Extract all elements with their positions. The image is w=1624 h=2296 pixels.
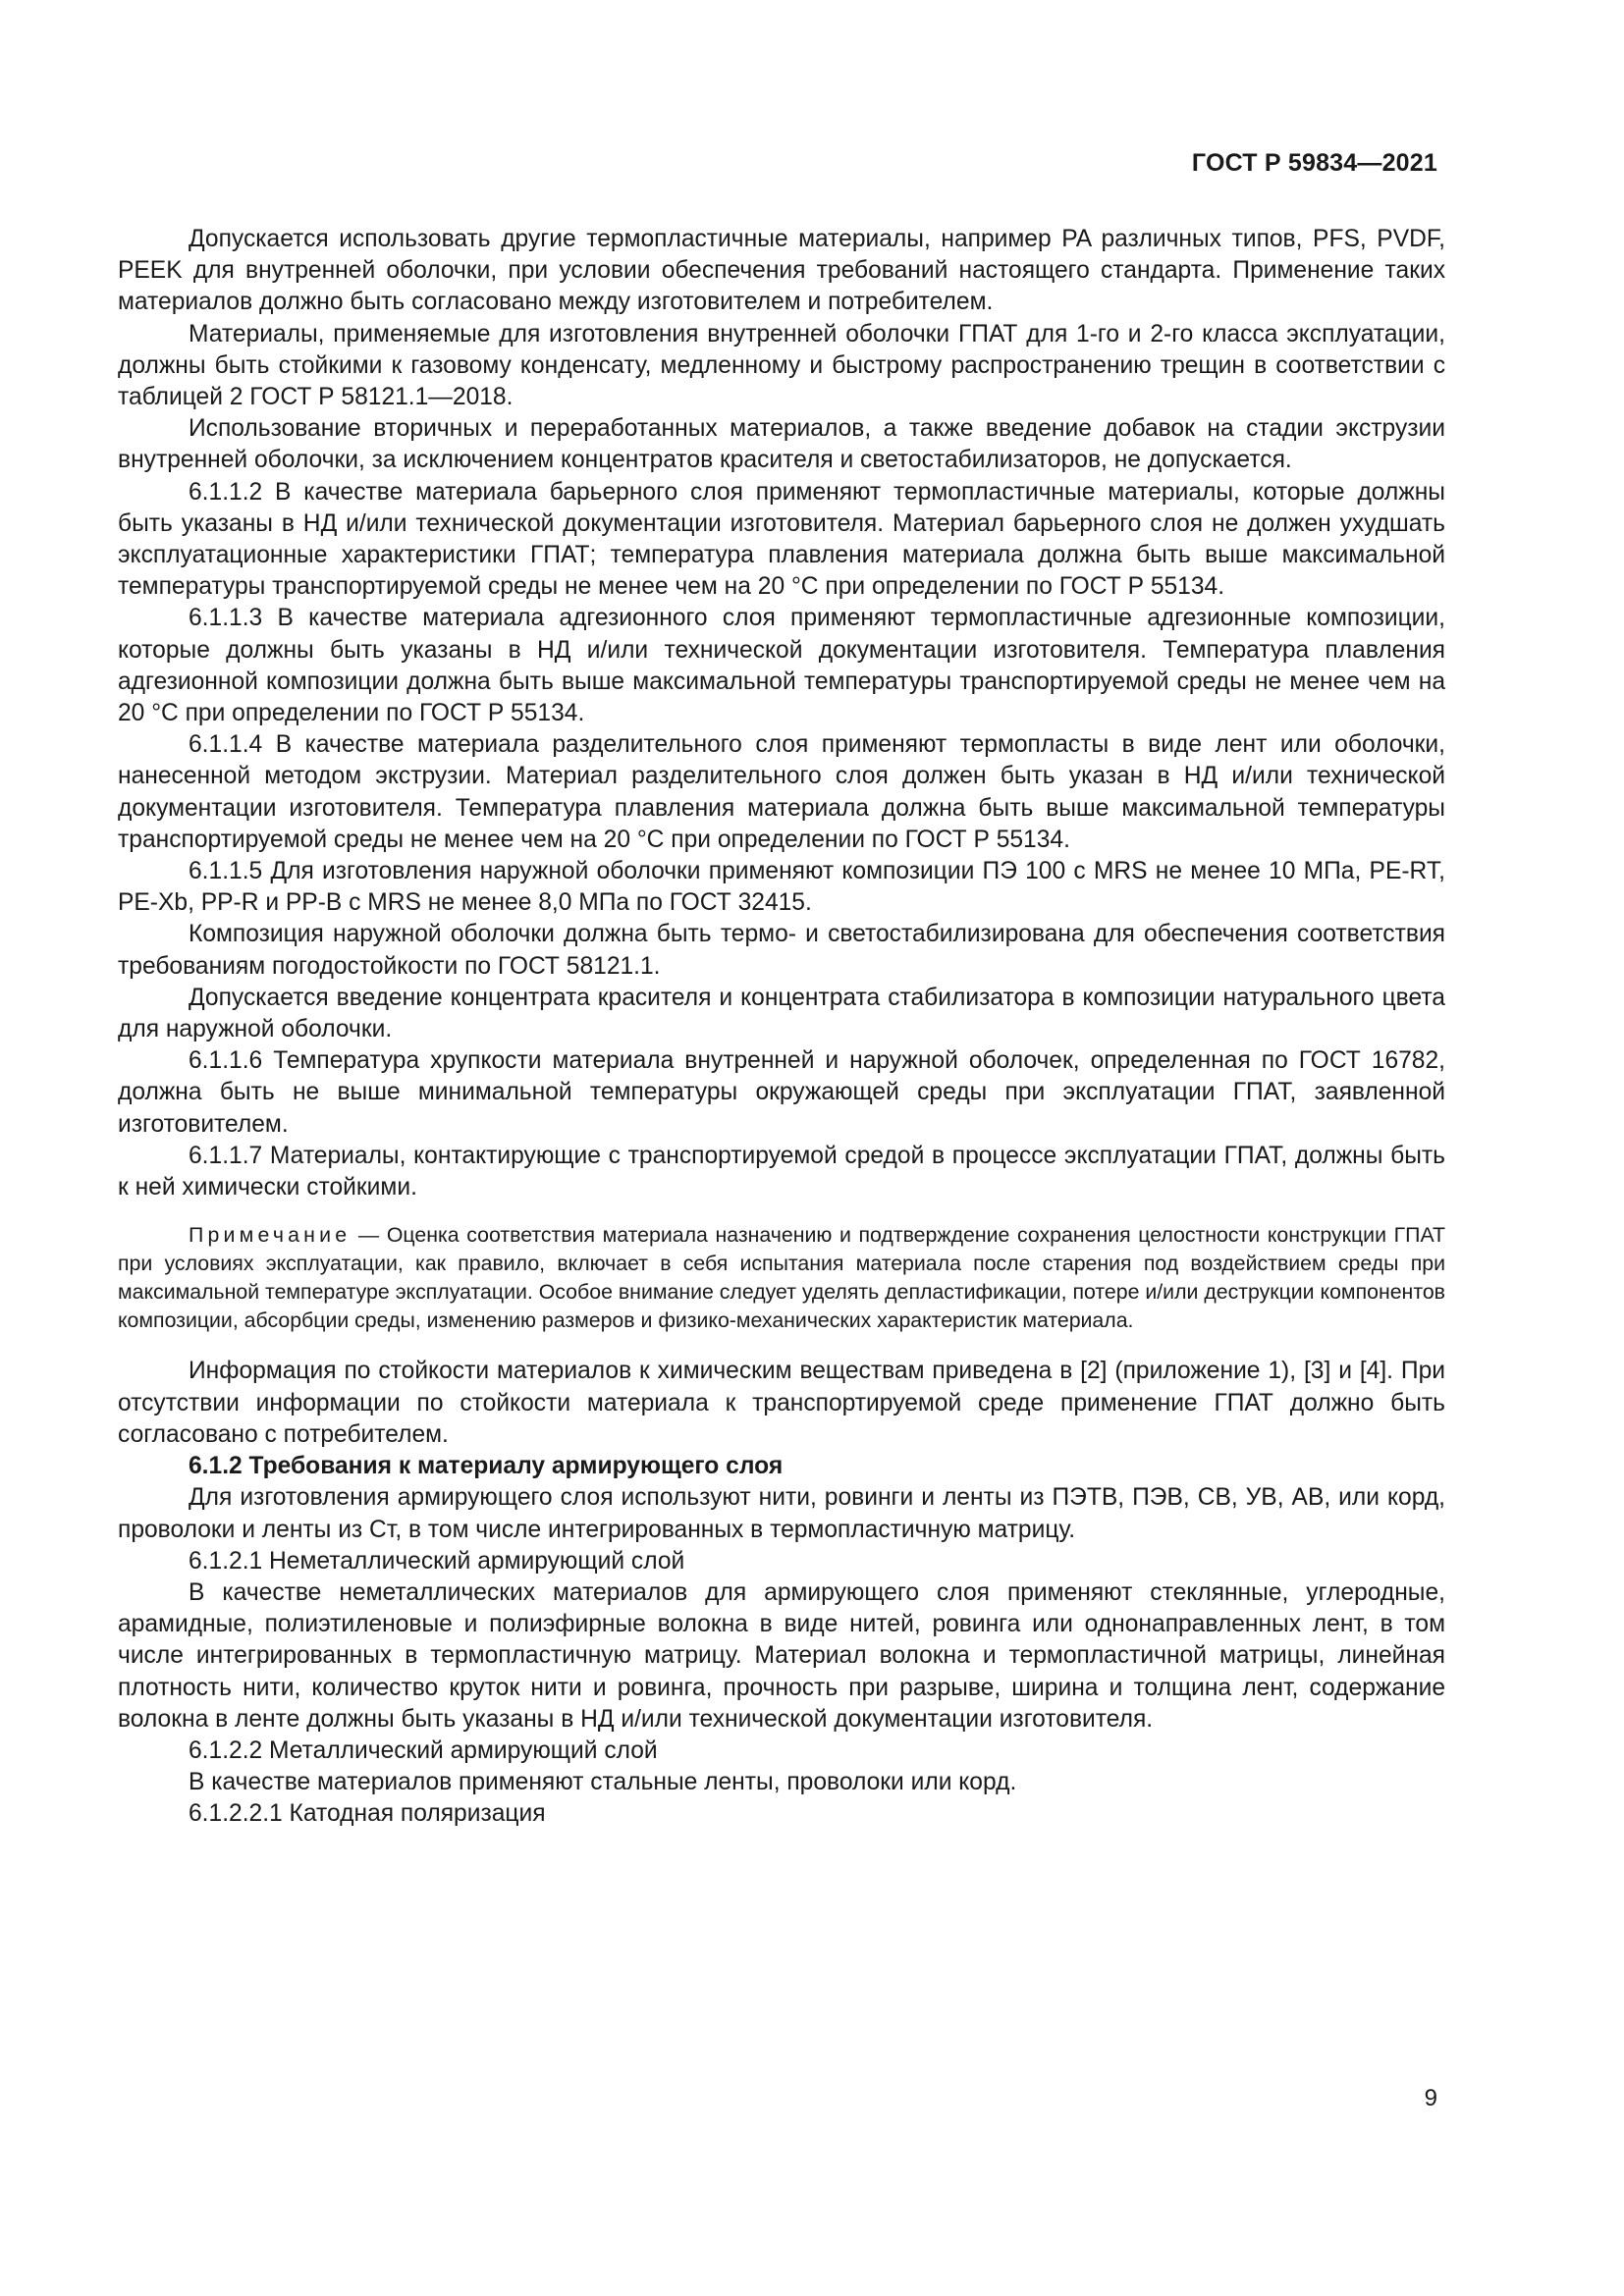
note-label: Примечание	[189, 1223, 352, 1248]
paragraph-6-1-1-5: 6.1.1.5 Для изготовления наружной оболочки применяют композиции ПЭ 100 с MRS не менее 10 МПа, PE-RT, PE-Xb, PP-R и PP-B с MRS не менее 8,0 МПа по ГОСТ 32415.	[118, 858, 1445, 917]
subsection-title-6-1-2-2-1: 6.1.2.2.1 Катодная поляризация	[189, 1800, 546, 1828]
paragraph-6-1-1-7: 6.1.1.7 Материалы, контактирующие с транспортируемой средой в процессе эксплуатации ГПАТ, должны быть к ней химически стойкими.	[118, 1142, 1445, 1201]
document-body	[118, 224, 1445, 1831]
note-block	[118, 1221, 1445, 1334]
section-heading-6-1-2: 6.1.2 Требования к материалу армирующего слоя	[189, 1453, 784, 1480]
paragraph: Использование вторичных и переработанных материалов, а также введение добавок на стадии экструзии внутренней оболочки, за исключением концентратов красителя и светостабилизаторов, не допускается.	[118, 415, 1445, 474]
paragraph-6-1-1-3: 6.1.1.3 В качестве материала адгезионного слоя применяют термопластичные адгезионные композиции, которые должны быть указаны в НД и/или технической документации изготовителя. Температура плавления адгезионной композиции должна быть выше максимальной температуры транспортируемой среды не менее чем на 20 °С при определении по ГОСТ Р 55134.	[118, 605, 1445, 727]
document-id-header: ГОСТ Р 59834—2021	[1191, 149, 1437, 177]
subsection-title-6-1-2-2: 6.1.2.2 Металлический армирующий слой	[189, 1736, 658, 1764]
paragraph: Допускается использовать другие термопластичные материалы, например PA различных типов, PFS, PVDF, PEEK для внутренней оболочки, при условии обеспечения требований настоящего стандарта. Применение таких материалов должно быть согласовано между изготовителем и потребителем.	[118, 226, 1445, 316]
paragraph: В качестве неметаллических материалов для армирующего слоя применяют стеклянные, углеродные, арамидные, полиэтиленовые и полиэфирные волокна в виде нитей, ровинга или однонаправленных лент, в том числе интегрированных в термопластичную матрицу. Материал волокна и термопластичной матрицы, линейная плотность нити, количество круток нити и ровинга, прочность при разрыве, ширина и толщина лент, содержание волокна в ленте должны быть указаны в НД и/или технической документации изготовителя.	[118, 1578, 1445, 1733]
paragraph: Допускается введение концентрата красителя и концентрата стабилизатора в композиции натурального цвета для наружной оболочки.	[118, 984, 1445, 1043]
paragraph: Для изготовления армирующего слоя используют нити, ровинги и ленты из ПЭТВ, ПЭВ, СВ, УВ, АВ, или корд, проволоки и ленты из Ст, в том числе интегрированных в термопластичную матрицу.	[118, 1484, 1445, 1543]
page-number: 9	[1424, 2085, 1437, 2111]
paragraph: В качестве материалов применяют стальные ленты, проволоки или корд.	[189, 1769, 1017, 1796]
note-text: — Оценка соответствия материала назначению и подтверждение сохранения целостности конструкции ГПАТ при условиях эксплуатации, как правило, включает в себя испытания материала после старения под воздействием среды при максимальной температуре эксплуатации. Особое внимание следует уделять депластификации, потере и/или деструкции компонентов композиции, абсорбции среды, изменению размеров и физико-механических характеристик материала.	[118, 1223, 1445, 1332]
paragraph: Композиция наружной оболочки должна быть термо- и светостабилизирована для обеспечения соответствия требованиям погодостойкости по ГОСТ 58121.1.	[118, 921, 1445, 980]
paragraph-6-1-1-6: 6.1.1.6 Температура хрупкости материала внутренней и наружной оболочек, определенная по ГОСТ 16782, должна быть не выше минимальной температуры окружающей среды при эксплуатации ГПАТ, заявленной изготовителем.	[118, 1047, 1445, 1138]
paragraph: Информация по стойкости материалов к химическим веществам приведена в [2] (приложение 1), [3] и [4]. При отсутствии информации по стойкости материала к транспортируемой среде применение ГПАТ должно быть согласовано с потребителем.	[118, 1358, 1445, 1448]
paragraph-6-1-1-2: 6.1.1.2 В качестве материала барьерного слоя применяют термопластичные материалы, которые должны быть указаны в НД и/или технической документации изготовителя. Материал барьерного слоя не должен ухудшать эксплуатационные характеристики ГПАТ; температура плавления материала должна быть выше максимальной температуры транспортируемой среды не менее чем на 20 °С при определении по ГОСТ Р 55134.	[118, 478, 1445, 601]
paragraph-6-1-1-4: 6.1.1.4 В качестве материала разделительного слоя применяют термопласты в виде лент или оболочки, нанесенной методом экструзии. Материал разделительного слоя должен быть указан в НД и/или технической документации изготовителя. Температура плавления материала должна быть выше максимальной температуры транспортируемой среды не менее чем на 20 °С при определении по ГОСТ Р 55134.	[118, 731, 1445, 853]
subsection-title-6-1-2-1: 6.1.2.1 Неметаллический армирующий слой	[189, 1547, 685, 1575]
paragraph: Материалы, применяемые для изготовления внутренней оболочки ГПАТ для 1-го и 2-го класса эксплуатации, должны быть стойкими к газовому конденсату, медленному и быстрому распространению трещин в соответствии с таблицей 2 ГОСТ Р 58121.1—2018.	[118, 320, 1445, 411]
